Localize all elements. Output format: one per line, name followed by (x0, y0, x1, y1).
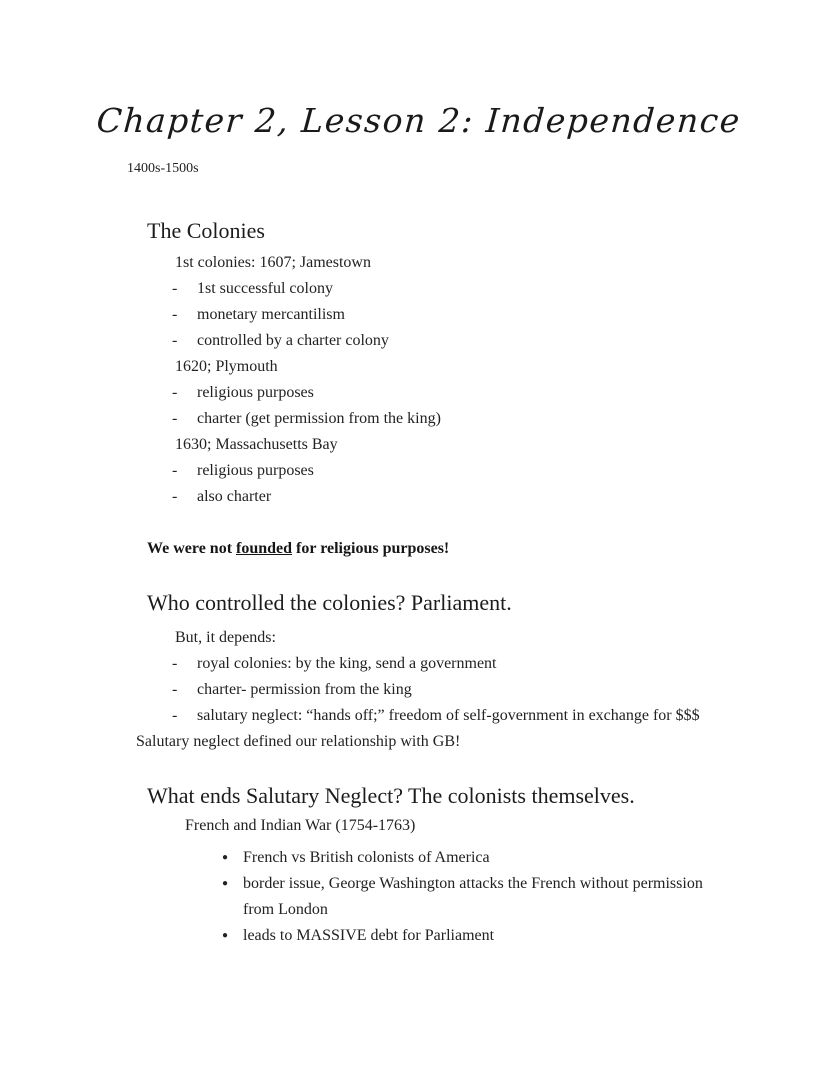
list-item (172, 328, 828, 354)
dash-bullet-icon: - (172, 707, 178, 724)
round-bullet-icon: ● (222, 878, 229, 889)
control-list (0, 625, 828, 755)
list-item-text: royal colonies: by the king, send a government (197, 655, 497, 672)
list-item-text: 1st successful colony (197, 280, 333, 297)
list-item-text: religious purposes (197, 462, 314, 479)
emphasis-note-prefix: We were not (147, 540, 237, 557)
list-item-text: also charter (197, 488, 272, 505)
list-subheader-plymouth: 1620; Plymouth (175, 358, 278, 375)
section-heading-salutary-neglect-end: What ends Salutary Neglect? The colonists themselves. (147, 783, 635, 808)
list-item (172, 406, 828, 432)
list-item-text: border issue, George Washington attacks the French without permission from London (243, 875, 703, 918)
list-item (172, 703, 828, 729)
list-item (172, 651, 828, 677)
emphasis-note-underlined: founded (236, 540, 293, 557)
date-range: 1400s-1500s (127, 161, 199, 176)
emphasis-note (147, 539, 828, 559)
list-item (172, 677, 828, 703)
section-heading-control: Who controlled the colonies? Parliament. (147, 590, 512, 615)
dash-bullet-icon: - (172, 655, 178, 672)
list-item (172, 484, 828, 510)
dash-bullet-icon: - (172, 280, 178, 297)
list-item-text: leads to MASSIVE debt for Parliament (243, 927, 495, 944)
list-subheader-massachusetts-bay: 1630; Massachusetts Bay (175, 436, 338, 453)
dash-bullet-icon: - (172, 462, 178, 479)
french-indian-war-list (0, 813, 828, 949)
list-item (222, 923, 828, 949)
dash-bullet-icon: - (172, 410, 178, 427)
round-bullet-icon: ● (222, 852, 229, 863)
list-item-text: charter- permission from the king (197, 681, 412, 698)
dash-bullet-icon: - (172, 306, 178, 323)
list-item-text: charter (get permission from the king) (197, 410, 441, 427)
round-bullet-icon: ● (222, 930, 229, 941)
emphasis-note-suffix: for religious purposes! (292, 540, 450, 557)
list-item-text: salutary neglect: “hands off;” freedom of self-government in exchange for $$$ (197, 707, 700, 724)
colonies-list (0, 250, 828, 510)
list-subheader-jamestown: 1st colonies: 1607; Jamestown (175, 254, 371, 271)
list-item-text: religious purposes (197, 384, 314, 401)
list-item-text: controlled by a charter colony (197, 332, 389, 349)
dash-bullet-icon: - (172, 384, 178, 401)
section-heading-colonies: The Colonies (147, 218, 265, 243)
list-item (222, 845, 828, 871)
list-item (172, 276, 828, 302)
dash-bullet-icon: - (172, 332, 178, 349)
list-item (222, 871, 828, 923)
list-item (172, 458, 828, 484)
dash-bullet-icon: - (172, 681, 178, 698)
list-item-text: French vs British colonists of America (243, 849, 490, 866)
document-title: Chapter 2, Lesson 2: Independence (95, 101, 743, 140)
bullet-list (0, 845, 828, 949)
list-subheader-depends: But, it depends: (175, 629, 276, 646)
dash-bullet-icon: - (172, 488, 178, 505)
salutary-neglect-note: Salutary neglect defined our relationship with GB! (136, 733, 461, 750)
list-item (172, 380, 828, 406)
list-item (172, 302, 828, 328)
list-item-text: monetary mercantilism (197, 306, 345, 323)
list-subheader-french-indian-war: French and Indian War (1754-1763) (185, 817, 416, 834)
